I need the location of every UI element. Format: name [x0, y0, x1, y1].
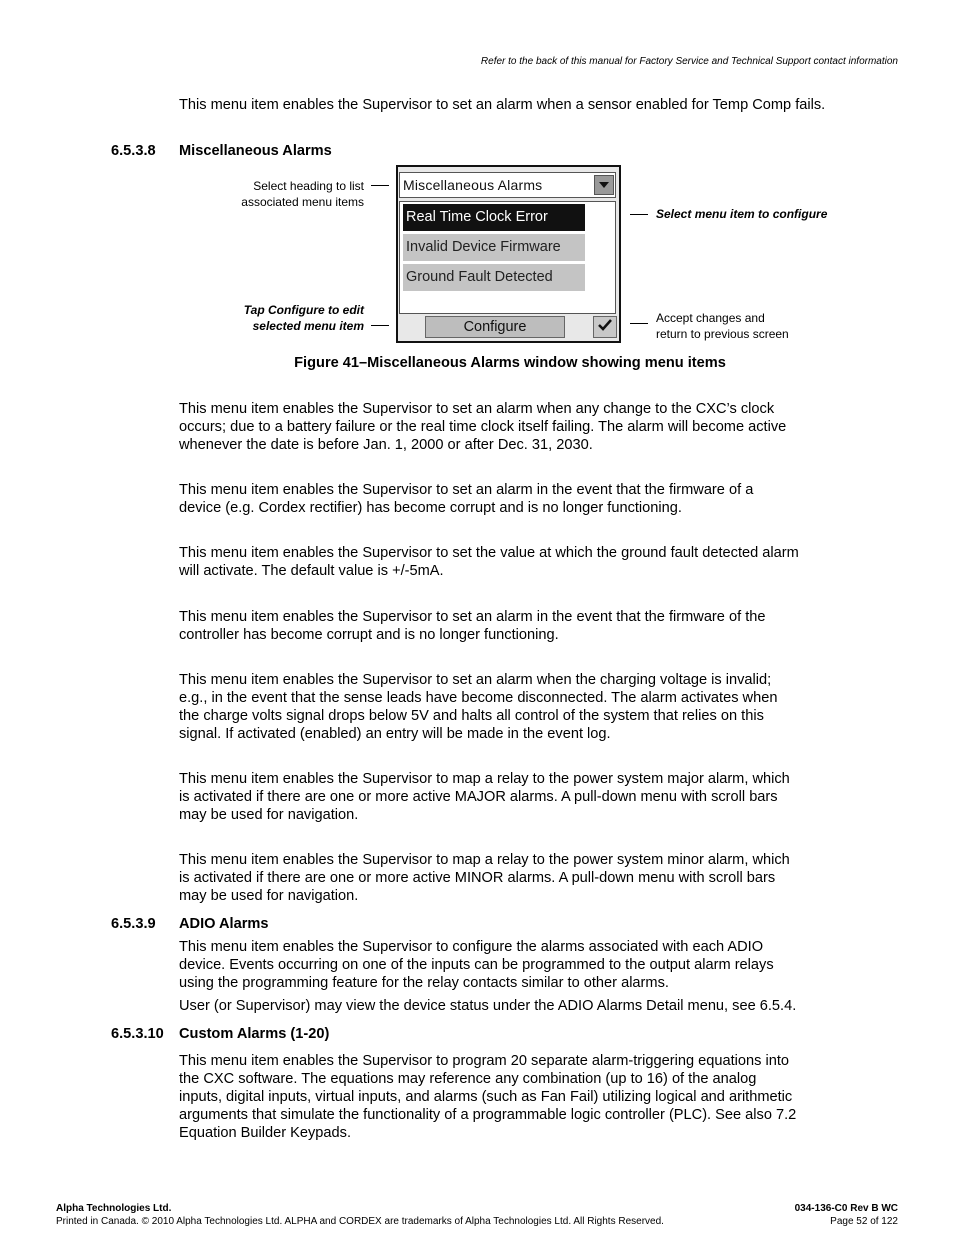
paragraph-rtc: This menu item enables the Supervisor to set an alarm when any change to the CXC’s clock occurs; due to a battery failure or the real time clock itself failing. The alarm will become active whenever the date is before Jan. 1, 2000 or after Dec. 31, 2030. — [179, 401, 787, 453]
footer-company: Alpha Technologies Ltd. — [56, 1203, 172, 1214]
footer-rights: Printed in Canada. © 2010 Alpha Technologies Ltd. ALPHA and CORDEX are trademarks of Alpha Technologies Ltd. All Rights Reserved. — [56, 1216, 664, 1227]
configure-button[interactable]: Configure — [425, 316, 565, 338]
paragraph-major-alarm: This menu item enables the Supervisor to map a relay to the power system major alarm, which is activated if there are one or more active MAJOR alarms. A pull-down menu with scroll bars may be used for navigation. — [179, 771, 790, 823]
callout-line — [630, 323, 648, 324]
callout-accept: Accept changes and return to previous screen — [656, 311, 789, 341]
callout-select-heading: Select heading to list associated menu items — [241, 179, 364, 209]
section-title-adio: ADIO Alarms — [179, 916, 269, 932]
callout-select-item: Select menu item to configure — [656, 207, 828, 221]
section-number-adio: 6.5.3.9 — [111, 916, 156, 932]
heading-dropdown[interactable] — [399, 172, 616, 198]
footer-page-number: Page 52 of 122 — [830, 1216, 898, 1227]
header-note: Refer to the back of this manual for Factory Service and Technical Support contact information — [480, 56, 898, 67]
section-number-misc: 6.5.3.8 — [111, 143, 156, 159]
intro-paragraph: This menu item enables the Supervisor to set an alarm when a sensor enabled for Temp Comp fails. — [179, 97, 826, 113]
figure-caption: Figure 41–Miscellaneous Alarms window showing menu items — [294, 355, 726, 371]
callout-line — [371, 185, 389, 186]
section-number-custom: 6.5.3.10 — [111, 1026, 164, 1042]
menu-item-real-time-clock-error[interactable]: Real Time Clock Error — [403, 204, 585, 231]
paragraph-adio: This menu item enables the Supervisor to configure the alarms associated with each ADIO device. Events occurring on one of the inputs can be programmed to the output alarm relays using the programming feature for the relay contacts similar to other alarms. — [179, 939, 774, 991]
callout-configure: Tap Configure to edit selected menu item — [243, 303, 364, 333]
paragraph-controller-firmware: This menu item enables the Supervisor to set an alarm in the event that the firmware of the controller has become corrupt and is no longer functioning. — [179, 609, 766, 643]
paragraph-custom: This menu item enables the Supervisor to program 20 separate alarm-triggering equations into the CXC software. The equations may reference any combination (up to 16) of the analog inputs, digital inputs, virtual inputs, and alarms (such as Fan Fail) utilizing logical and arithmetic arguments that simulate the functionality of a programmable logic controller (PLC). See also 7.2 Equation Builder Keypads. — [179, 1053, 797, 1141]
paragraph-device-firmware: This menu item enables the Supervisor to set an alarm in the event that the firmware of a device (e.g. Cordex rectifier) has become corrupt and is no longer functioning. — [179, 482, 754, 516]
section-title-custom: Custom Alarms (1-20) — [179, 1026, 330, 1042]
section-title-misc: Miscellaneous Alarms — [179, 143, 332, 159]
paragraph-adio-detail: User (or Supervisor) may view the device status under the ADIO Alarms Detail menu, see 6.5.4. — [179, 998, 797, 1014]
footer-doc-id: 034-136-C0 Rev B WC — [794, 1203, 898, 1214]
heading-dropdown-value: Miscellaneous Alarms — [403, 177, 543, 193]
paragraph-minor-alarm: This menu item enables the Supervisor to map a relay to the power system minor alarm, which is activated if there are one or more active MINOR alarms. A pull-down menu with scroll bars may be used for navigation. — [179, 852, 790, 904]
chevron-down-icon[interactable] — [594, 175, 614, 195]
callout-line — [630, 214, 648, 215]
callout-line — [371, 325, 389, 326]
paragraph-charge-voltage: This menu item enables the Supervisor to set an alarm when the charging voltage is invalid; e.g., in the event that the sense leads have become disconnected. The alarm activates when the charge volts signal drops below 5V and halts all control of the system that relies on this signal. If activated (enabled) an entry will be made in the event log. — [179, 672, 778, 742]
menu-item-invalid-device-firmware[interactable]: Invalid Device Firmware — [403, 234, 585, 261]
paragraph-ground-fault: This menu item enables the Supervisor to set the value at which the ground fault detected alarm will activate. The default value is +/-5mA. — [179, 545, 799, 579]
menu-item-ground-fault-detected[interactable]: Ground Fault Detected — [403, 264, 585, 291]
menu-item-list — [399, 201, 616, 314]
checkmark-icon[interactable] — [593, 316, 617, 338]
